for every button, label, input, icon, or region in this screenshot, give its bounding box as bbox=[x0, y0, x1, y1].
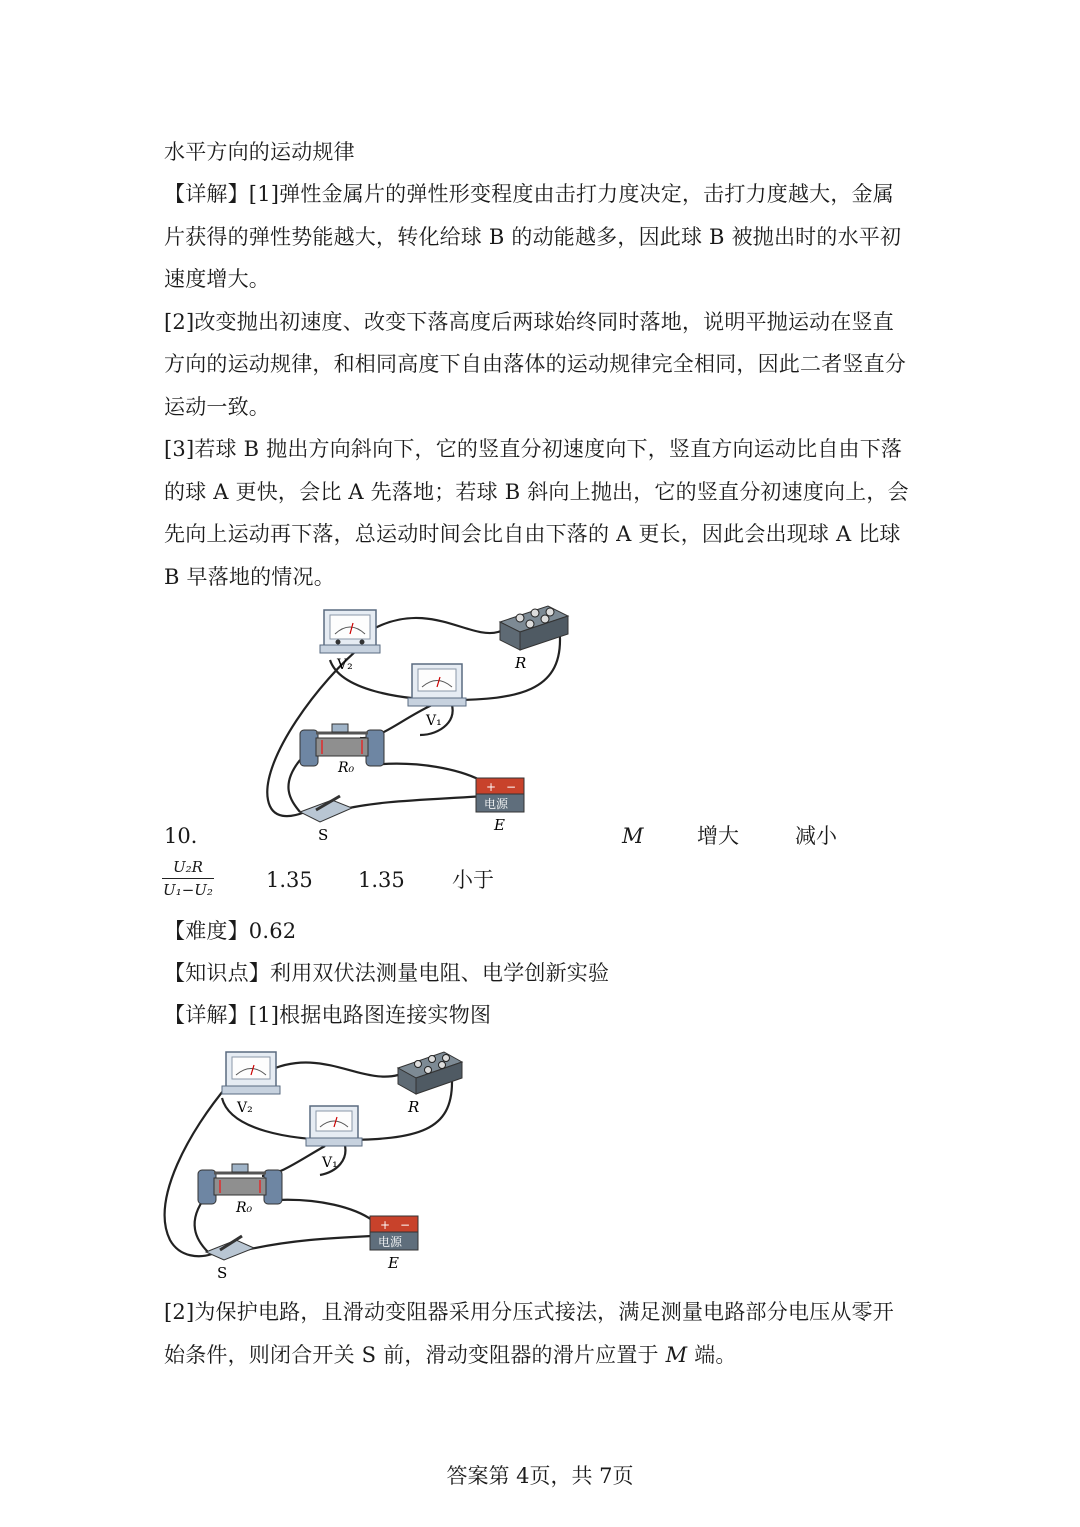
battery-plus-label-2: + bbox=[380, 1218, 391, 1232]
text-line-9: 的球 A 更快，会比 A 先落地；若球 B 斜向上抛出，它的竖直分初速度向上，会 bbox=[164, 480, 909, 504]
text-line-3: 片获得的弹性势能越大，转化给球 B 的动能越多，因此球 B 被抛出时的水平初 bbox=[164, 225, 902, 249]
label-v2-2: V₂ bbox=[237, 1100, 253, 1116]
knowledge-line: 【知识点】利用双伏法测量电阻、电学创新实验 bbox=[164, 961, 610, 985]
label-s: S bbox=[318, 826, 329, 844]
difficulty-line: 【难度】0.62 bbox=[164, 919, 297, 943]
answer-3: 减小 bbox=[795, 824, 837, 848]
switch-s-2 bbox=[206, 1236, 254, 1260]
question-number: 10． bbox=[164, 824, 212, 848]
fraction-denominator: U₁−U₂ bbox=[163, 881, 213, 899]
battery-plus-label: + bbox=[486, 780, 497, 794]
text-line-1: 水平方向的运动规律 bbox=[164, 140, 355, 164]
label-s-2: S bbox=[217, 1264, 228, 1282]
text-line-8: [3]若球 B 抛出方向斜向下，它的竖直分初速度向下，竖直方向运动比自由下落 bbox=[164, 437, 903, 461]
detail-line-3-a: 始条件，则闭合开关 S 前，滑动变阻器的滑片应置于 bbox=[164, 1343, 666, 1367]
label-r0: R₀ bbox=[338, 760, 355, 776]
answer-7: 小于 bbox=[452, 868, 494, 892]
detail-line-3 bbox=[164, 1341, 737, 1369]
page-footer: 答案第 4页，共 7页 bbox=[446, 1464, 634, 1488]
voltmeter-v2-2 bbox=[222, 1052, 280, 1094]
voltmeter-v1-2 bbox=[306, 1106, 362, 1146]
answer-6: 1.35 bbox=[358, 868, 405, 892]
label-v2: V₂ bbox=[337, 657, 353, 673]
text-line-7: 运动一致。 bbox=[164, 395, 270, 419]
answer-5: 1.35 bbox=[266, 868, 313, 892]
battery-minus-label: − bbox=[506, 780, 517, 794]
detail-line-2: [2]为保护电路，且滑动变阻器采用分压式接法，满足测量电路部分电压从零开 bbox=[164, 1300, 894, 1324]
text-line-2: 【详解】[1]弹性金属片的弹性形变程度由击打力度决定，击打力度越大，金属 bbox=[164, 182, 894, 206]
battery-label: 电源 bbox=[484, 797, 509, 811]
battery-label-2: 电源 bbox=[378, 1235, 403, 1249]
answer-1: M bbox=[622, 824, 644, 848]
battery-minus-label-2: − bbox=[400, 1218, 411, 1232]
detail-line-3-m: M bbox=[665, 1343, 688, 1367]
answer-2: 增大 bbox=[697, 824, 739, 848]
fraction-numerator: U₂R bbox=[162, 858, 214, 879]
text-line-5: [2]改变抛出初速度、改变下落高度后两球始终同时落地，说明平抛运动在竖直 bbox=[164, 310, 894, 334]
label-r0-2: R₀ bbox=[236, 1200, 253, 1216]
text-line-6: 方向的运动规律，和相同高度下自由落体的运动规律完全相同，因此二者竖直分 bbox=[164, 352, 906, 376]
label-v1-2: V₁ bbox=[322, 1155, 338, 1171]
label-r: R bbox=[515, 654, 527, 672]
label-v1: V₁ bbox=[426, 713, 442, 729]
label-r-2: R bbox=[408, 1098, 420, 1116]
rheostat-r0-2 bbox=[198, 1164, 282, 1204]
label-e-2: E bbox=[388, 1254, 399, 1272]
detail-line-1: 【详解】[1]根据电路图连接实物图 bbox=[164, 1003, 492, 1027]
detail-line-3-b: 端。 bbox=[687, 1343, 737, 1367]
text-line-10: 先向上运动再下落，总运动时间会比自由下落的 A 更长，因此会出现球 A 比球 bbox=[164, 522, 901, 546]
text-line-11: B 早落地的情况。 bbox=[164, 565, 335, 589]
battery-e-2 bbox=[370, 1216, 418, 1250]
text-line-4: 速度增大。 bbox=[164, 267, 270, 291]
label-e: E bbox=[494, 816, 505, 834]
